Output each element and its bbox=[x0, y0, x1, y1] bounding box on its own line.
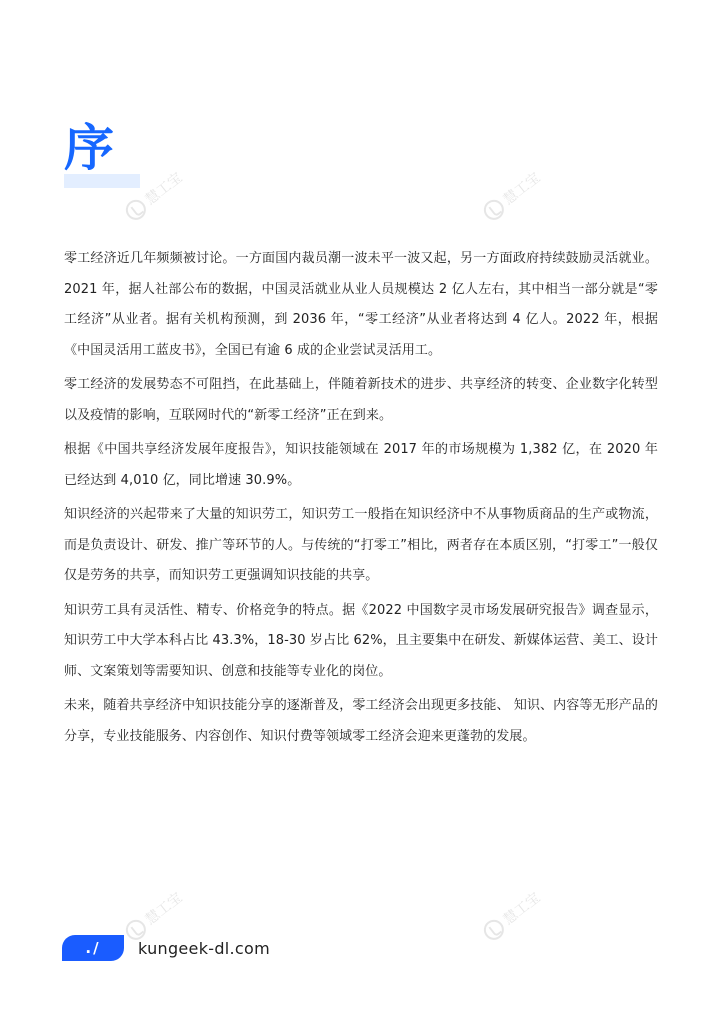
page-footer bbox=[62, 935, 270, 961]
watermark bbox=[480, 167, 544, 223]
watermark-text: 慧工宝 bbox=[142, 889, 186, 929]
paragraph-2: 零工经济的发展势态不可阻挡，在此基础上，伴随着新技术的进步、共享经济的转变、企业数字化转型以及疫情的影响，互联网时代的“新零工经济”正在到来。 bbox=[64, 377, 658, 423]
paragraph-4: 知识经济的兴起带来了大量的知识劳工，知识劳工一般指在知识经济中不从事物质商品的生产或物流，而是负责设计、研发、推广等环节的人。与传统的“打零工”相比，两者存在本质区别，“打零工”一般仅仅是劳务的共享，而知识劳工更强调知识技能的共享。 bbox=[64, 507, 658, 583]
paragraph-6: 未来，随着共享经济中知识技能分享的逐渐普及，零工经济会出现更多技能、 知识、内容等无形产品的分享，专业技能服务、内容创作、知识付费等领域零工经济会迎来更蓬勃的发展。 bbox=[64, 698, 658, 744]
body-content bbox=[64, 244, 658, 756]
watermark bbox=[480, 887, 544, 943]
footer-url-link[interactable]: kungeek-dl.com bbox=[138, 938, 270, 958]
paragraph-5: 知识劳工具有灵活性、精专、价格竞争的特点。据《2022 中国数字灵市场发展研究报告》调查显示，知识劳工中大学本科占比 43.3%，18-30 岁占比 62%，且主要集中在研发、新媒体运营、美工、设计师、文案策划等需要知识、创意和技能等专业化的岗位。 bbox=[64, 602, 658, 679]
watermark-text: 慧工宝 bbox=[500, 889, 544, 929]
paragraph-3: 根据《中国共享经济发展年度报告》，知识技能领域在 2017 年的市场规模为 1,382 亿，在 2020 年已经达到 4,010 亿，同比增速 30.9%。 bbox=[64, 442, 658, 488]
section-heading bbox=[64, 118, 144, 194]
paragraph-1: 零工经济近几年频频被讨论。一方面国内裁员潮一波未平一波又起，另一方面政府持续鼓励灵活就业。2021 年，据人社部公布的数据，中国灵活就业从业人员规模达 2 亿人左右，其中相当一部分就是“零工经济”从业者。据有关机构预测，到 2036 年，“零工经济”从业者将达到 4 亿人。2022 年，根据《中国灵活用工蓝皮书》，全国已有逾 6 成的企业尝试灵活用工。 bbox=[64, 251, 658, 358]
page-title: 序 bbox=[64, 119, 116, 177]
footer-badge: ./ bbox=[62, 935, 124, 961]
watermark-text: 慧工宝 bbox=[500, 169, 544, 209]
watermark-text: 慧工宝 bbox=[142, 169, 186, 209]
